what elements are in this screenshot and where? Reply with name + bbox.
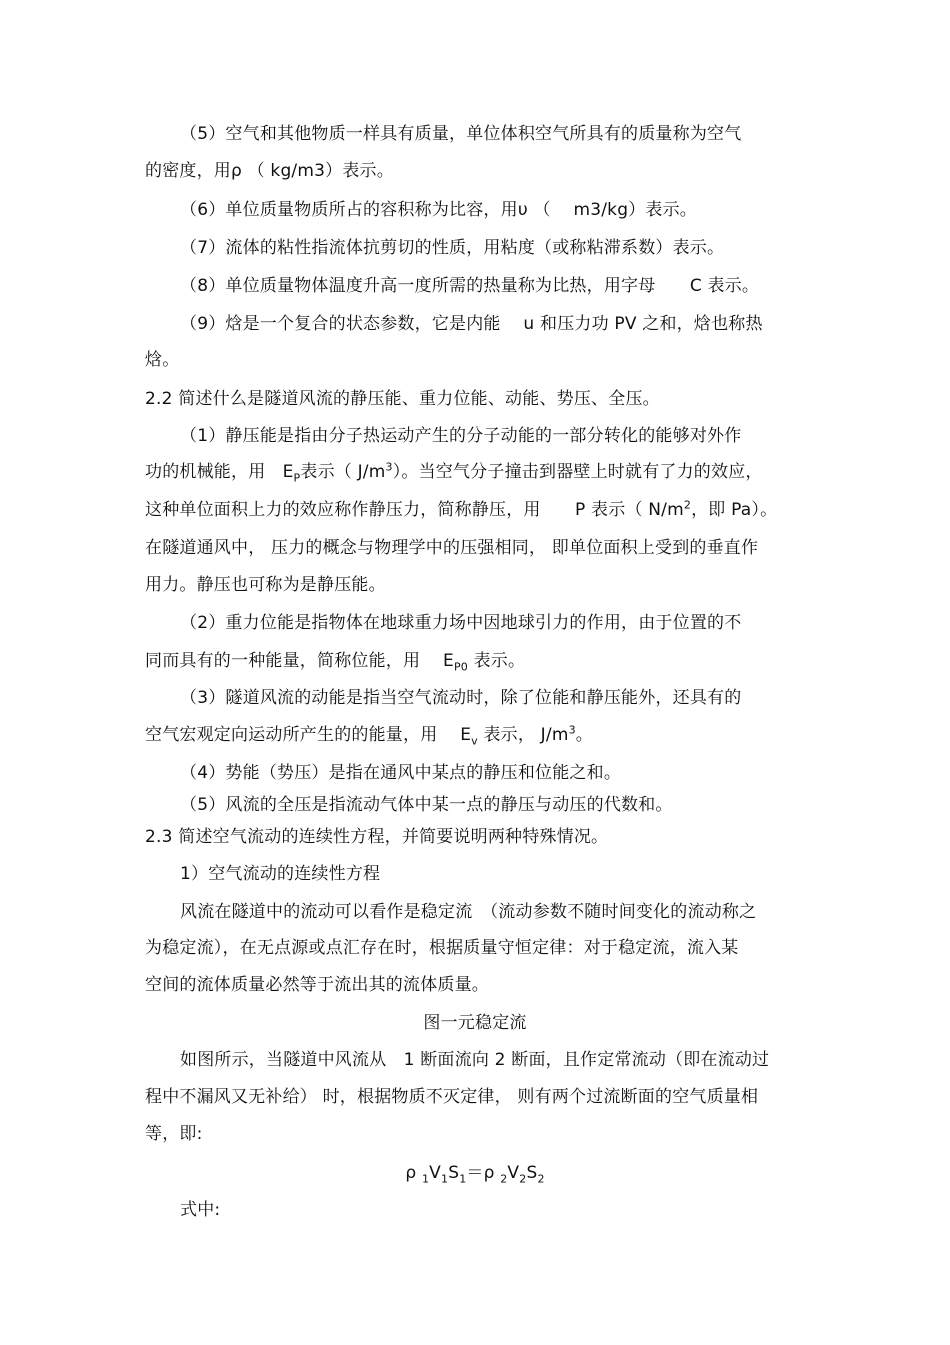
text-line: （2）重力位能是指物体在地球重力场中因地球引力的作用，由于位置的不: [180, 613, 742, 633]
text-line: （5）风流的全压是指流动气体中某一点的静压与动压的代数和。: [180, 795, 673, 815]
text-line: 用力。静压也可称为是静压能。: [145, 575, 386, 595]
section-heading: 2.2 简述什么是隧道风流的静压能、重力位能、动能、势压、全压。: [145, 389, 660, 409]
figure-caption: 图一元稳定流: [423, 1013, 527, 1033]
text-line: （4）势能（势压）是指在通风中某点的静压和位能之和。: [180, 763, 622, 783]
text-line: 功的机械能，用 $E_P$表示（ $J/m^3$）。当空气分子撞击到器壁上时就有了力的效应，: [145, 460, 763, 485]
text-line: 空间的流体质量必然等于流出其的流体质量。: [145, 975, 489, 995]
equation: ρ $_1V_1S_1=\rho$ $_2V_2S_2$: [405, 1163, 545, 1186]
text-line: （1）静压能是指由分子热运动产生的分子动能的一部分转化的能够对外作: [180, 426, 742, 446]
text-line: 同而具有的一种能量，简称位能，用 $E_{P0}$ 表示。: [145, 651, 526, 674]
text-line: 的密度，用ρ （ kg/m3）表示。: [145, 161, 394, 181]
text-line: （6）单位质量物质所占的容积称为比容，用υ （ m3/kg）表示。: [180, 200, 697, 220]
text-line: （7）流体的粘性指流体抗剪切的性质，用粘度（或称粘滞系数）表示。: [180, 238, 725, 258]
text-line: 焓。: [145, 350, 180, 370]
text-line: 程中不漏风又无补给） 时，根据物质不灭定律， 则有两个过流断面的空气质量相: [145, 1087, 759, 1107]
text-line: （9）焓是一个复合的状态参数，它是内能 u 和压力功 PV 之和，焓也称热: [180, 314, 763, 334]
text-line: （3）隧道风流的动能是指当空气流动时，除了位能和静压能外，还具有的: [180, 688, 742, 708]
text-line: 在隧道通风中， 压力的概念与物理学中的压强相同， 即单位面积上受到的垂直作: [145, 538, 759, 558]
text-line: 风流在隧道中的流动可以看作是稳定流 （流动参数不随时间变化的流动称之: [180, 902, 757, 922]
subsection-heading: 1）空气流动的连续性方程: [180, 864, 381, 884]
section-heading: 2.3 简述空气流动的连续性方程，并简要说明两种特殊情况。: [145, 827, 609, 847]
text-line: 这种单位面积上力的效应称作静压力，简称静压，用 P 表示（ $N/m^2$，即 Pa）。: [145, 498, 778, 520]
text-line: 式中:: [180, 1200, 221, 1220]
text-line: 空气宏观定向运动所产生的的能量，用 $E_v$ 表示， $J/m^3$。: [145, 723, 593, 748]
text-line: （8）单位质量物体温度升高一度所需的热量称为比热，用字母 C 表示。: [180, 276, 760, 296]
text-line: 等，即:: [145, 1124, 203, 1144]
text-line: 如图所示，当隧道中风流从 1 断面流向 2 断面，且作定常流动（即在流动过: [180, 1050, 770, 1070]
text-line: （5）空气和其他物质一样具有质量，单位体积空气所具有的质量称为空气: [180, 124, 742, 144]
text-line: 为稳定流），在无点源或点汇存在时，根据质量守恒定律：对于稳定流，流入某: [145, 938, 739, 958]
